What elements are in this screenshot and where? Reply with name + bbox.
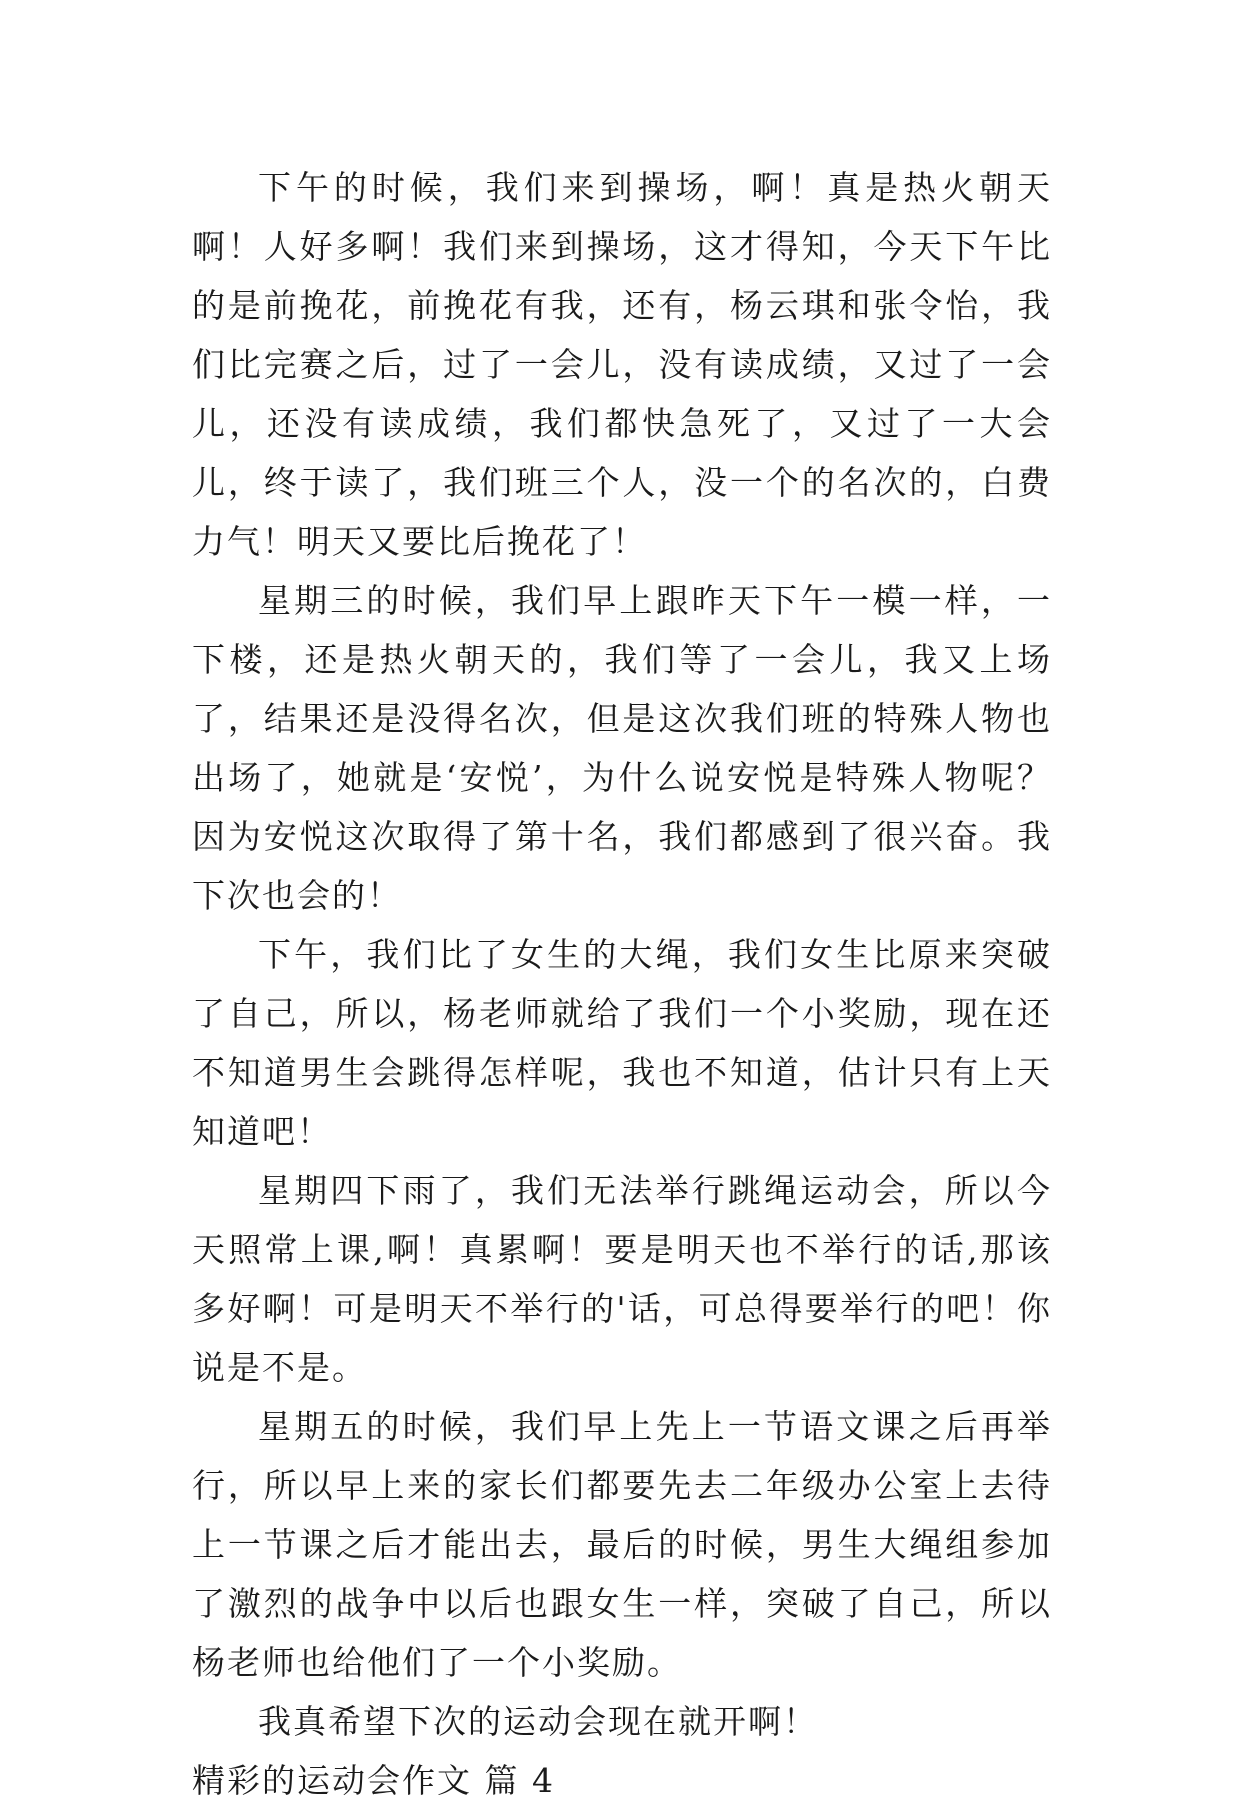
section-heading: 精彩的运动会作文 篇 4 [192, 1761, 555, 1800]
paragraph-4: 星期四下雨了，我们无法举行跳绳运动会，所以今天照常上课,啊！真累啊！要是明天也不举行的话,那该多好啊！可是明天不举行的'话，可总得要举行的吧！你说是不是。 [192, 1171, 1052, 1387]
paragraph-1: 下午的时候，我们来到操场，啊！真是热火朝天啊！人好多啊！我们来到操场，这才得知，今天下午比的是前挽花，前挽花有我，还有，杨云琪和张令怡，我们比完赛之后，过了一会儿，没有读成绩，又过了一会儿，还没有读成绩，我们都快急死了，又过了一大会儿，终于读了，我们班三个人，没一个的名次的，白费力气！明天又要比后挽花了！ [192, 168, 1052, 561]
paragraph-3: 下午，我们比了女生的大绳，我们女生比原来突破了自己，所以，杨老师就给了我们一个小奖励，现在还不知道男生会跳得怎样呢，我也不知道，估计只有上天知道吧！ [192, 935, 1052, 1151]
paragraph-6: 我真希望下次的运动会现在就开啊！ [258, 1702, 818, 1741]
paragraph-2: 星期三的时候，我们早上跟昨天下午一模一样，一下楼，还是热火朝天的，我们等了一会儿，我又上场了，结果还是没得名次，但是这次我们班的特殊人物也出场了，她就是‘安悦’，为什么说安悦是特殊人物呢？因为安悦这次取得了第十名，我们都感到了很兴奋。我下次也会的！ [192, 581, 1052, 915]
document-body [192, 158, 1052, 1810]
paragraph-5: 星期五的时候，我们早上先上一节语文课之后再举行，所以早上来的家长们都要先去二年级办公室上去待上一节课之后才能出去，最后的时候，男生大绳组参加了激烈的战争中以后也跟女生一样，突破了自己，所以杨老师也给他们了一个小奖励。 [192, 1407, 1052, 1682]
